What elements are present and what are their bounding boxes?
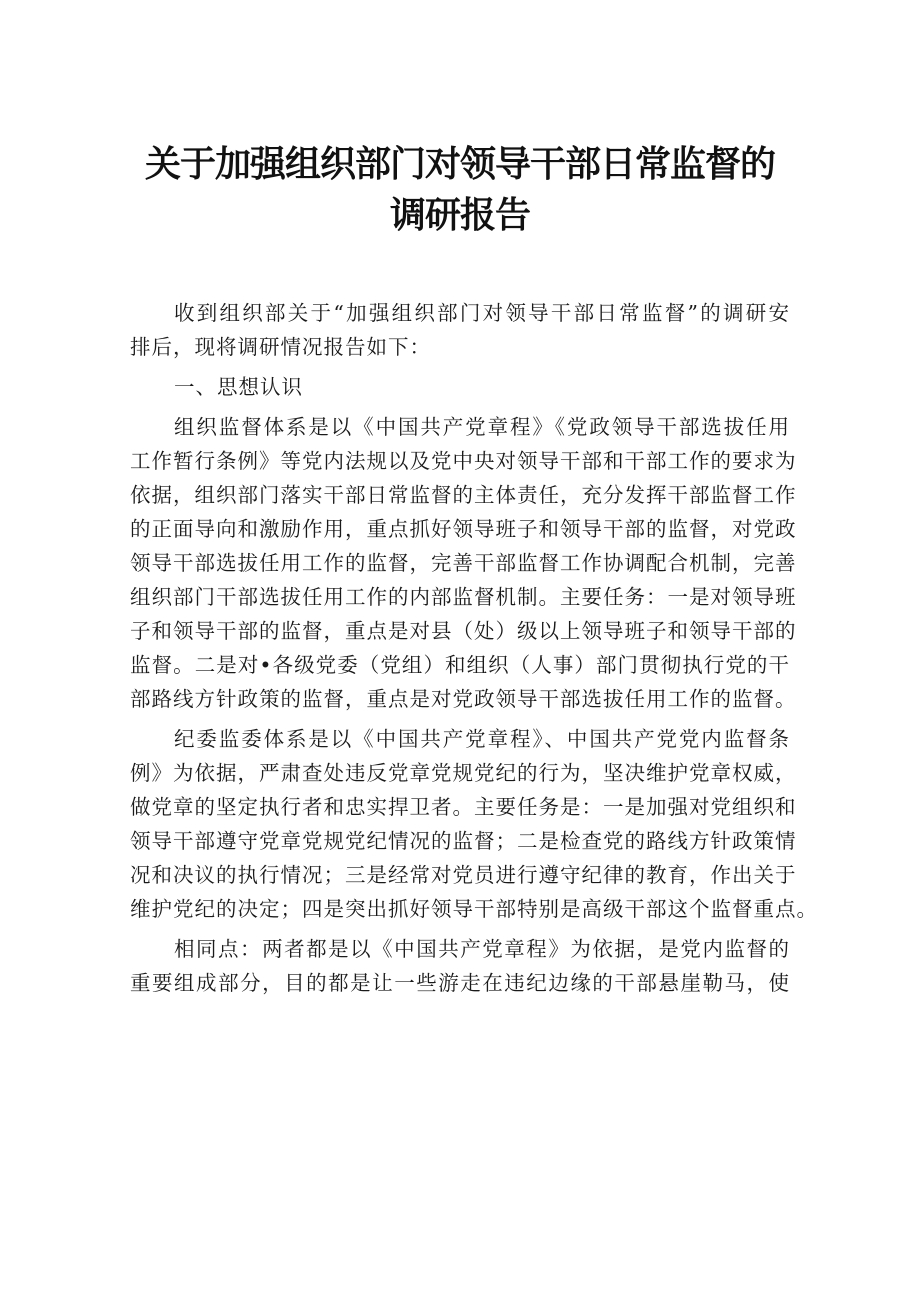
document-title-line-1: 关于加强组织部门对领导干部日常监督的	[144, 144, 775, 185]
paragraph-line: 相同点：两者都是以《中国共产党章程》为依据，是党内监督的	[174, 937, 790, 961]
paragraph-line: 收到组织部关于“加强组织部门对领导干部日常监督”的调研安	[174, 301, 790, 325]
paragraph-line: 依据，组织部门落实干部日常监督的主体责任，充分发挥干部监督工作	[130, 483, 797, 507]
paragraph-line: 例》为依据，严肃查处违反党章党规党纪的行为，坚决维护党章权威，	[130, 761, 797, 785]
paragraph-line: 做党章的坚定执行者和忠实捍卫者。主要任务是：一是加强对党组织和	[130, 795, 797, 819]
paragraph-line: 组织部门干部选拔任用工作的内部监督机制。主要任务：一是对领导班	[130, 585, 797, 609]
section-heading	[130, 370, 790, 404]
paragraph-intro	[130, 296, 790, 364]
paragraph-line: 领导干部选拔任用工作的监督，完善干部监督工作协调配合机制，完善	[130, 551, 797, 575]
paragraph-line: 监督。二是对•各级党委（党组）和组织（人事）部门贯彻执行党的干	[130, 653, 790, 677]
paragraph-line: 况和决议的执行情况；三是经常对党员进行遵守纪律的教育，作出关于	[130, 863, 797, 887]
paragraph-line: 重要组成部分，目的都是让一些游走在违纪边缘的干部悬崖勒马，使	[130, 971, 790, 995]
paragraph-line: 领导干部遵守党章党规党纪情况的监督；二是检查党的路线方针政策情	[130, 829, 797, 853]
paragraph-organization-supervision	[130, 410, 797, 716]
document-body	[130, 296, 818, 1000]
paragraph-line: 组织监督体系是以《中国共产党章程》《党政领导干部选拔任用	[174, 415, 790, 439]
document-title-line-2: 调研报告	[389, 195, 530, 236]
paragraph-discipline-inspection	[130, 722, 818, 926]
paragraph-line: 子和领导干部的监督，重点是对县（处）级以上领导班子和领导干部的	[130, 619, 797, 643]
paragraph-line: 部路线方针政策的监督，重点是对党政领导干部选拔任用工作的监督。	[130, 687, 797, 711]
paragraph-similarities	[130, 932, 790, 1000]
paragraph-line: 纪委监委体系是以《中国共产党章程》、中国共产党党内监督条	[174, 727, 790, 751]
paragraph-line: 工作暂行条例》等党内法规以及党中央对领导干部和干部工作的要求为	[130, 449, 797, 473]
paragraph-line: 维护党纪的决定；四是突出抓好领导干部特别是高级干部这个监督重点。	[130, 897, 818, 921]
section-heading-text: 一、思想认识	[174, 375, 303, 399]
paragraph-line: 的正面导向和激励作用，重点抓好领导班子和领导干部的监督，对党政	[130, 517, 797, 541]
paragraph-line: 排后，现将调研情况报告如下：	[130, 335, 431, 359]
